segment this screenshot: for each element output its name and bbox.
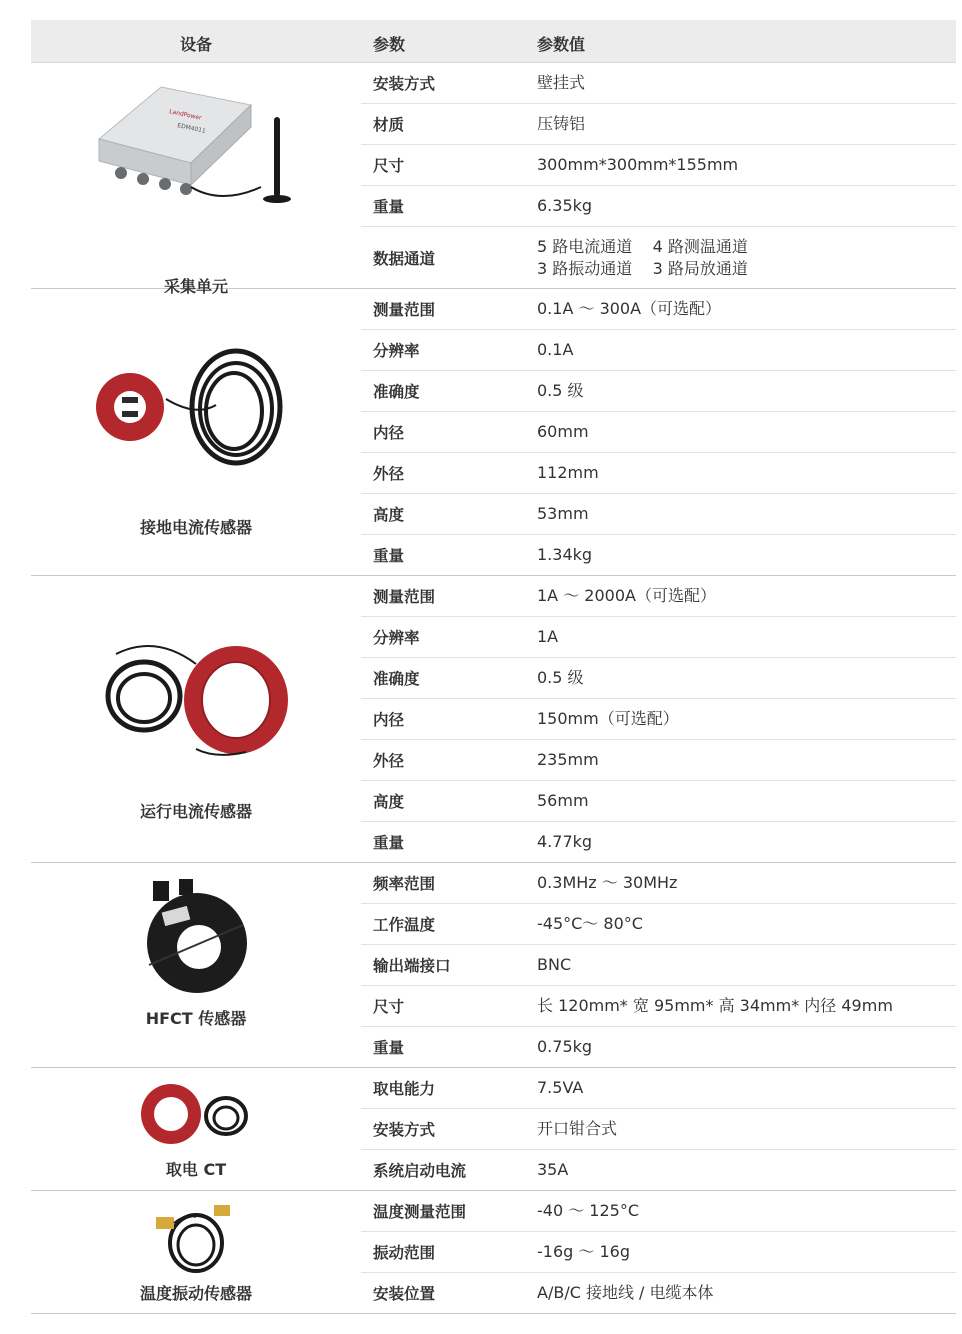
param-row (361, 1027, 956, 1067)
param-name: 分辨率 (373, 342, 420, 360)
param-name: 材质 (373, 116, 405, 134)
device-cell (31, 1068, 361, 1190)
device-group-collector (31, 63, 956, 296)
param-value: 150mm（可选配） (537, 709, 679, 728)
param-value: 112mm (537, 463, 599, 482)
param-name: 重量 (373, 1039, 405, 1057)
collector-model-text: EDM4011 (176, 122, 207, 135)
param-value: 0.1A (537, 340, 574, 359)
param-row (361, 289, 956, 330)
param-value: 开口钳合式 (537, 1119, 618, 1138)
param-row (361, 863, 956, 904)
param-name: 高度 (373, 506, 405, 524)
param-value: 0.75kg (537, 1037, 593, 1056)
param-value (537, 236, 748, 280)
device-cell (31, 576, 361, 862)
param-value: 35A (537, 1160, 569, 1179)
param-name: 安装方式 (373, 1121, 436, 1139)
param-value: 60mm (537, 422, 589, 441)
param-row (361, 1068, 956, 1109)
param-name: 外径 (373, 752, 405, 770)
device-cell (31, 63, 361, 296)
param-value: 1A (537, 627, 559, 646)
param-row (361, 453, 956, 494)
param-row (361, 576, 956, 617)
param-name: 工作温度 (373, 916, 436, 934)
param-row (361, 494, 956, 535)
collector-brand-text: LandPower (168, 108, 203, 122)
param-name: 取电能力 (373, 1080, 436, 1098)
param-row (361, 412, 956, 453)
param-value: 6.35kg (537, 196, 593, 215)
param-row (361, 781, 956, 822)
device-name: HFCT 传感器 (145, 1009, 247, 1028)
param-row (361, 104, 956, 145)
param-row (361, 822, 956, 862)
param-value: 1.34kg (537, 545, 593, 564)
device-cell (31, 289, 361, 575)
header-device: 设备 (179, 35, 212, 54)
operating-sensor-image (96, 634, 296, 764)
param-value: 0.1A ～ 300A（可选配） (537, 299, 722, 318)
device-name: 接地电流传感器 (139, 518, 252, 537)
param-value: 53mm (537, 504, 589, 523)
param-name: 频率范围 (373, 875, 436, 893)
param-value: 压铸铝 (537, 114, 586, 133)
param-row (361, 227, 956, 288)
power-ct-image (136, 1078, 256, 1150)
device-name: 采集单元 (163, 277, 228, 296)
param-value: 4.77kg (537, 832, 593, 851)
param-value: -45°C～ 80°C (537, 914, 643, 933)
param-value: 1A ～ 2000A（可选配） (537, 586, 716, 605)
param-name: 尺寸 (373, 157, 405, 175)
param-value: 300mm*300mm*155mm (537, 155, 739, 174)
device-name: 运行电流传感器 (139, 802, 252, 821)
param-row (361, 1191, 956, 1232)
param-value: 235mm (537, 750, 599, 769)
spec-table (31, 20, 956, 1314)
param-name: 重量 (373, 547, 405, 565)
channel-line-2: 3 路振动通道 3 路局放通道 (537, 258, 748, 278)
param-value: 长 120mm* 宽 95mm* 高 34mm* 内径 49mm (537, 996, 893, 1015)
device-cell (31, 1191, 361, 1313)
device-cell (31, 863, 361, 1067)
channel-line-1: 5 路电流通道 4 路测温通道 (537, 236, 748, 256)
header-value: 参数值 (537, 35, 586, 54)
device-group-hfct-sensor (31, 863, 956, 1068)
param-row (361, 658, 956, 699)
param-value: 7.5VA (537, 1078, 584, 1097)
param-value: 0.3MHz ～ 30MHz (537, 873, 678, 892)
param-row (361, 986, 956, 1027)
param-row (361, 617, 956, 658)
param-value: -40 ～ 125°C (537, 1201, 640, 1220)
param-name: 准确度 (373, 670, 420, 688)
param-value: 56mm (537, 791, 589, 810)
param-row (361, 740, 956, 781)
param-name: 测量范围 (373, 588, 436, 606)
param-name: 外径 (373, 465, 405, 483)
param-name: 准确度 (373, 383, 420, 401)
param-row (361, 63, 956, 104)
param-row (361, 904, 956, 945)
header-param: 参数 (373, 35, 406, 54)
param-name: 内径 (373, 711, 405, 729)
param-row (361, 1150, 956, 1190)
device-group-temp-vibration-sensor (31, 1191, 956, 1314)
param-name: 输出端接口 (373, 957, 451, 975)
param-value: A/B/C 接地线 / 电缆本体 (537, 1283, 714, 1302)
device-group-power-ct (31, 1068, 956, 1191)
table-header (31, 20, 956, 63)
param-value: BNC (537, 955, 572, 974)
param-value: 壁挂式 (537, 73, 586, 92)
param-name: 数据通道 (373, 249, 436, 268)
hfct-sensor-image (131, 875, 261, 995)
param-row (361, 1109, 956, 1150)
param-name: 测量范围 (373, 301, 436, 319)
param-row (361, 1232, 956, 1273)
param-row (361, 371, 956, 412)
param-name: 高度 (373, 793, 405, 811)
param-name: 重量 (373, 834, 405, 852)
param-row (361, 145, 956, 186)
param-name: 内径 (373, 424, 405, 442)
param-name: 安装位置 (373, 1285, 436, 1303)
device-group-operating-sensor (31, 576, 956, 863)
param-name: 安装方式 (373, 75, 436, 93)
param-name: 分辨率 (373, 629, 420, 647)
temp-vibration-sensor-image (146, 1201, 246, 1277)
param-value: -16g ～ 16g (537, 1242, 630, 1261)
device-group-grounding-sensor (31, 289, 956, 576)
param-row (361, 699, 956, 740)
param-name: 尺寸 (373, 998, 405, 1016)
param-value: 0.5 级 (537, 668, 584, 687)
param-name: 振动范围 (373, 1244, 436, 1262)
grounding-sensor-image (86, 339, 306, 479)
device-name: 取电 CT (165, 1160, 227, 1179)
param-name: 系统启动电流 (373, 1162, 467, 1180)
device-name: 温度振动传感器 (139, 1284, 252, 1303)
param-row (361, 1273, 956, 1313)
param-name: 重量 (373, 198, 405, 216)
param-name: 温度测量范围 (373, 1203, 467, 1221)
param-row (361, 186, 956, 227)
param-row (361, 535, 956, 575)
param-row (361, 945, 956, 986)
collector-unit-image (91, 77, 301, 217)
param-row (361, 330, 956, 371)
param-value: 0.5 级 (537, 381, 584, 400)
